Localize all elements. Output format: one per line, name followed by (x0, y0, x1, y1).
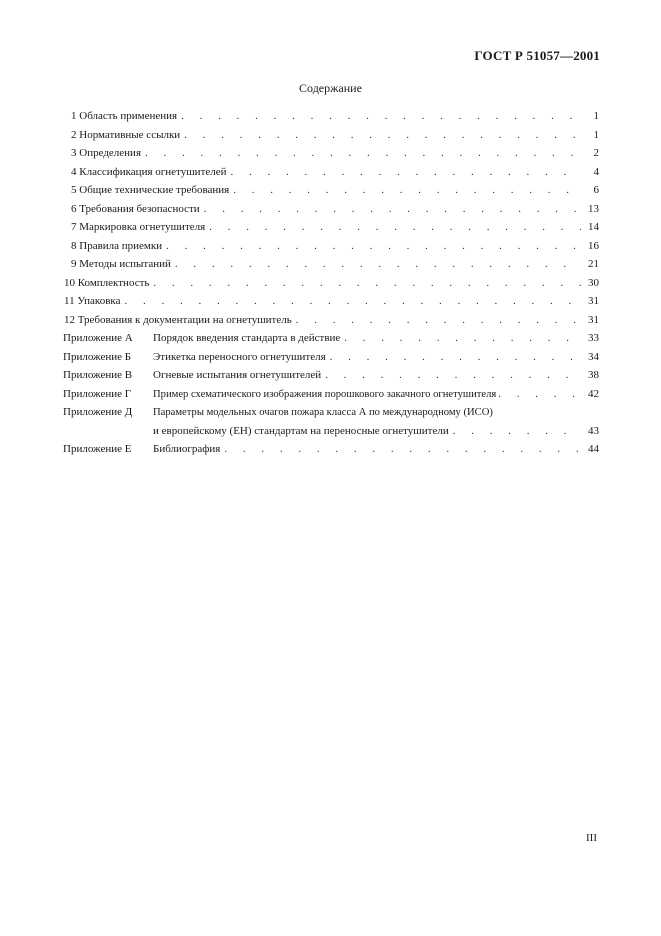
toc-entry[interactable] (63, 107, 599, 126)
leader-dots (145, 144, 581, 162)
appendix-label: Приложение Б (63, 350, 132, 363)
leader-dots (231, 163, 581, 181)
toc-appendix-entry[interactable] (63, 403, 599, 422)
appendix-page: 42 (588, 387, 599, 400)
toc-entry[interactable] (63, 292, 599, 311)
toc-entry-title: 12 Требования к документации на огнетушитель (64, 313, 292, 326)
leader-dots (224, 440, 581, 458)
appendix-title: Библиография (153, 443, 221, 455)
toc-entry-title: 9 Методы испытаний (71, 258, 171, 270)
toc-entry-page: 1 (593, 128, 599, 141)
leader-dots (344, 329, 581, 347)
appendix-label: Приложение А (63, 332, 133, 344)
leader-dots (209, 218, 581, 236)
leader-dots (175, 255, 581, 273)
toc-appendix-entry[interactable] (63, 329, 599, 348)
toc-entry[interactable] (63, 144, 599, 163)
leader-dots (330, 348, 581, 366)
appendix-page: 43 (588, 424, 599, 437)
toc-entry-page: 31 (588, 295, 599, 307)
appendix-title: Параметры модельных очагов пожара класса А по международному (ИСО) (153, 407, 493, 418)
toc-entry-title: 10 Комплектность (64, 276, 150, 289)
toc-entry-page: 2 (593, 147, 599, 159)
toc-entry-page: 1 (593, 110, 599, 122)
leader-dots (153, 274, 581, 292)
table-of-contents (63, 107, 599, 459)
leader-dots (181, 107, 581, 125)
appendix-page: 38 (588, 369, 599, 381)
leader-dots (498, 385, 583, 403)
leader-dots (325, 366, 581, 384)
appendix-label: Приложение Г (63, 387, 132, 400)
toc-entry[interactable] (63, 200, 599, 219)
toc-appendix-entry[interactable] (63, 385, 599, 404)
toc-entry-title: 3 Определения (71, 147, 142, 159)
toc-title: Содержание (299, 81, 362, 95)
toc-entry[interactable] (63, 181, 599, 200)
appendix-page: 33 (588, 332, 599, 344)
toc-appendix-entry[interactable] (63, 440, 599, 459)
toc-entry-title: 11 Упаковка (64, 295, 121, 307)
toc-entry-title: 1 Область применения (71, 110, 178, 122)
appendix-label: Приложение Е (63, 443, 132, 455)
toc-entry-page: 14 (588, 221, 599, 233)
leader-dots (166, 237, 581, 255)
toc-entry[interactable] (63, 218, 599, 237)
toc-entry-page: 4 (593, 165, 599, 178)
leader-dots (453, 422, 581, 440)
appendix-title: Огневые испытания огнетушителей (153, 369, 322, 381)
appendix-title-continuation: и европейскому (ЕН) стандартам на переносные огнетушители (153, 424, 449, 437)
leader-dots (184, 126, 581, 144)
toc-entry[interactable] (63, 163, 599, 182)
toc-entry-title: 8 Правила приемки (71, 239, 163, 252)
appendix-title: Этикетка переносного огнетушителя (153, 350, 326, 363)
toc-entry-title: 2 Нормативные ссылки (71, 128, 181, 141)
toc-entry-title: 6 Требования безопасности (71, 202, 200, 215)
toc-entry-page: 21 (588, 258, 599, 270)
appendix-label: Приложение В (63, 369, 133, 381)
page-number: III (586, 832, 597, 844)
leader-dots (204, 200, 581, 218)
toc-entry-page: 13 (588, 202, 599, 215)
toc-entry[interactable] (63, 274, 599, 293)
toc-appendix-continuation[interactable] (63, 422, 599, 441)
leader-dots (296, 311, 581, 329)
toc-entry[interactable] (63, 255, 599, 274)
toc-entry-title: 4 Классификация огнетушителей (71, 165, 227, 178)
toc-entry[interactable] (63, 126, 599, 145)
toc-appendix-entry[interactable] (63, 366, 599, 385)
leader-dots (124, 292, 581, 310)
appendix-page: 34 (588, 350, 599, 363)
leader-dots (233, 181, 581, 199)
toc-entry-page: 16 (588, 239, 599, 252)
toc-entry-page: 30 (588, 276, 599, 289)
toc-entry[interactable] (63, 237, 599, 256)
appendix-title: Порядок введения стандарта в действие (153, 332, 341, 344)
toc-entry-title: 5 Общие технические требования (71, 184, 230, 196)
toc-entry-page: 6 (593, 184, 599, 196)
appendix-title: Пример схематического изображения порошкового закачного огнетушителя (153, 388, 497, 400)
toc-entry[interactable] (63, 311, 599, 330)
toc-appendix-entry[interactable] (63, 348, 599, 367)
appendix-page: 44 (588, 443, 599, 455)
appendix-label: Приложение Д (63, 406, 133, 418)
standard-code: ГОСТ Р 51057—2001 (474, 48, 600, 63)
toc-entry-title: 7 Маркировка огнетушителя (71, 221, 206, 233)
toc-entry-page: 31 (588, 313, 599, 326)
